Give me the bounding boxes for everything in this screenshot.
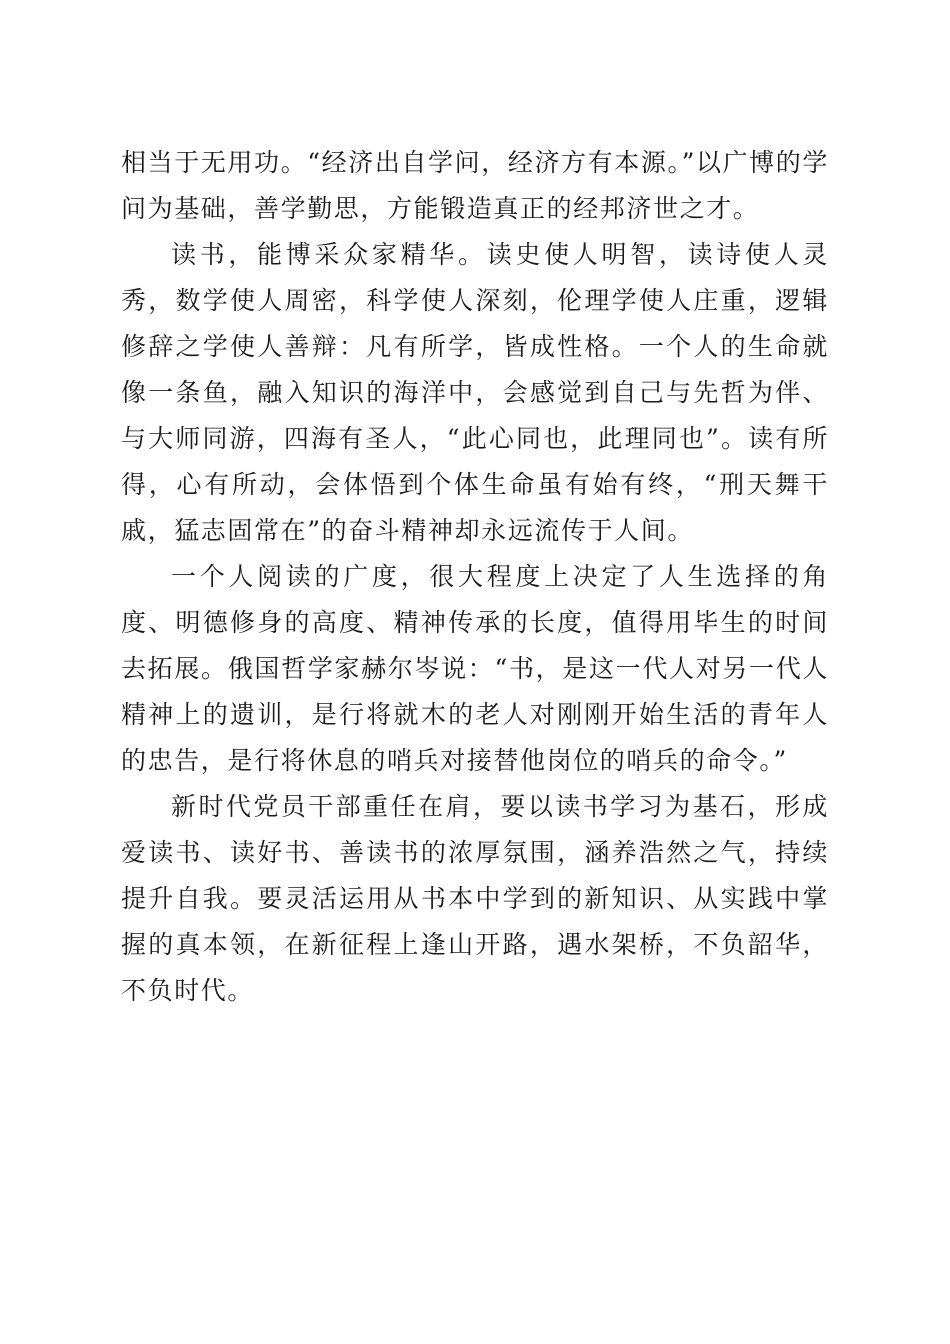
paragraph-new-era-cadres: 新时代党员干部重任在肩，要以读书学习为基石，形成爱读书、读好书、善读书的浓厚氛围，涵养浩然之气，持续提升自我。要灵活运用从书本中学到的新知识、从实践中掌握的真本领，在新征程上逢山开路，遇水架桥，不负韶华，不负时代。: [121, 792, 829, 1005]
paragraph-reading-essence: 读书，能博采众家精华。读史使人明智，读诗使人灵秀，数学使人周密，科学使人深刻，伦理学使人庄重，逻辑修辞之学使人善辩：凡有所学，皆成性格。一个人的生命就像一条鱼，融入知识的海洋中，会感觉到自己与先哲为伴、与大师同游，四海有圣人，“此心同也，此理同也”。读有所得，心有所动，会体悟到个体生命虽有始有终，“刑天舞干戚，猛志固常在”的奋斗精神却永远流传于人间。: [121, 240, 829, 545]
paragraph-continuation: 相当于无用功。“经济出自学问，经济方有本源。”以广博的学问为基础，善学勤思，方能锻造真正的经邦济世之才。: [121, 148, 829, 223]
paragraph-reading-breadth: 一个人阅读的广度，很大程度上决定了人生选择的角度、明德修身的高度、精神传承的长度，值得用毕生的时间去拓展。俄国哲学家赫尔岑说：“书，是这一代人对另一代人精神上的遗训，是行将就木的老人对刚刚开始生活的青年人的忠告，是行将休息的哨兵对接替他岗位的哨兵的命令。”: [121, 562, 829, 775]
document-body: [121, 140, 829, 1014]
